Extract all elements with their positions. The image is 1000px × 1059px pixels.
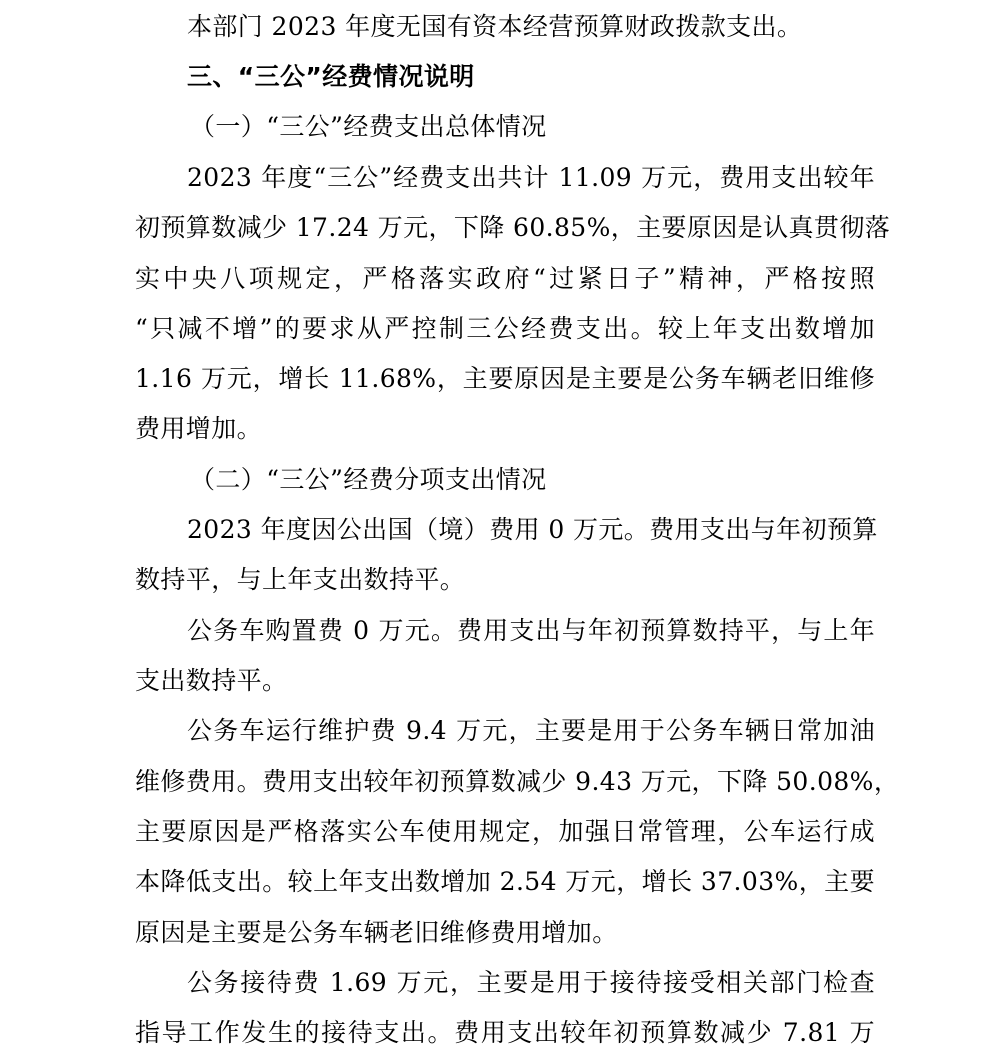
paragraph-line: 实中央八项规定，严格落实政府“过紧日子”精神，严格按照	[135, 264, 875, 293]
paragraph-line: 1.16 万元，增长 11.68%，主要原因是主要是公务车辆老旧维修	[135, 364, 875, 393]
paragraph-line: 支出数持平。	[135, 666, 288, 695]
paragraph-line: 数持平，与上年支出数持平。	[135, 565, 466, 594]
paragraph-line: 费用增加。	[135, 414, 263, 443]
paragraph-line: 公务接待费 1.69 万元，主要是用于接待接受相关部门检查	[187, 968, 875, 997]
paragraph-line: 维修费用。费用支出较年初预算数减少 9.43 万元，下降 50.08%，	[135, 767, 900, 796]
paragraph-line: 指导工作发生的接待支出。费用支出较年初预算数减少 7.81 万	[135, 1018, 875, 1047]
paragraph-line: 2023 年度“三公”经费支出共计 11.09 万元，费用支出较年	[187, 163, 875, 192]
paragraph-line: 本部门 2023 年度无国有资本经营预算财政拨款支出。	[187, 12, 803, 41]
paragraph-line: 公务车购置费 0 万元。费用支出与年初预算数持平，与上年	[187, 616, 875, 645]
paragraph-line: 本降低支出。较上年支出数增加 2.54 万元，增长 37.03%，主要	[135, 867, 875, 896]
subsection-heading: （一）“三公”经费支出总体情况	[190, 112, 547, 141]
section-heading: 三、“三公”经费情况说明	[187, 62, 475, 91]
paragraph-line: “只减不增”的要求从严控制三公经费支出。较上年支出数增加	[135, 314, 875, 343]
paragraph-line: 原因是主要是公务车辆老旧维修费用增加。	[135, 918, 618, 947]
paragraph-line: 2023 年度因公出国（境）费用 0 万元。费用支出与年初预算	[187, 515, 878, 544]
subsection-heading: （二）“三公”经费分项支出情况	[190, 465, 547, 494]
paragraph-line: 公务车运行维护费 9.4 万元，主要是用于公务车辆日常加油	[187, 716, 875, 745]
paragraph-line: 主要原因是严格落实公车使用规定，加强日常管理，公车运行成	[135, 817, 875, 846]
paragraph-line: 初预算数减少 17.24 万元，下降 60.85%，主要原因是认真贯彻落	[135, 213, 891, 242]
